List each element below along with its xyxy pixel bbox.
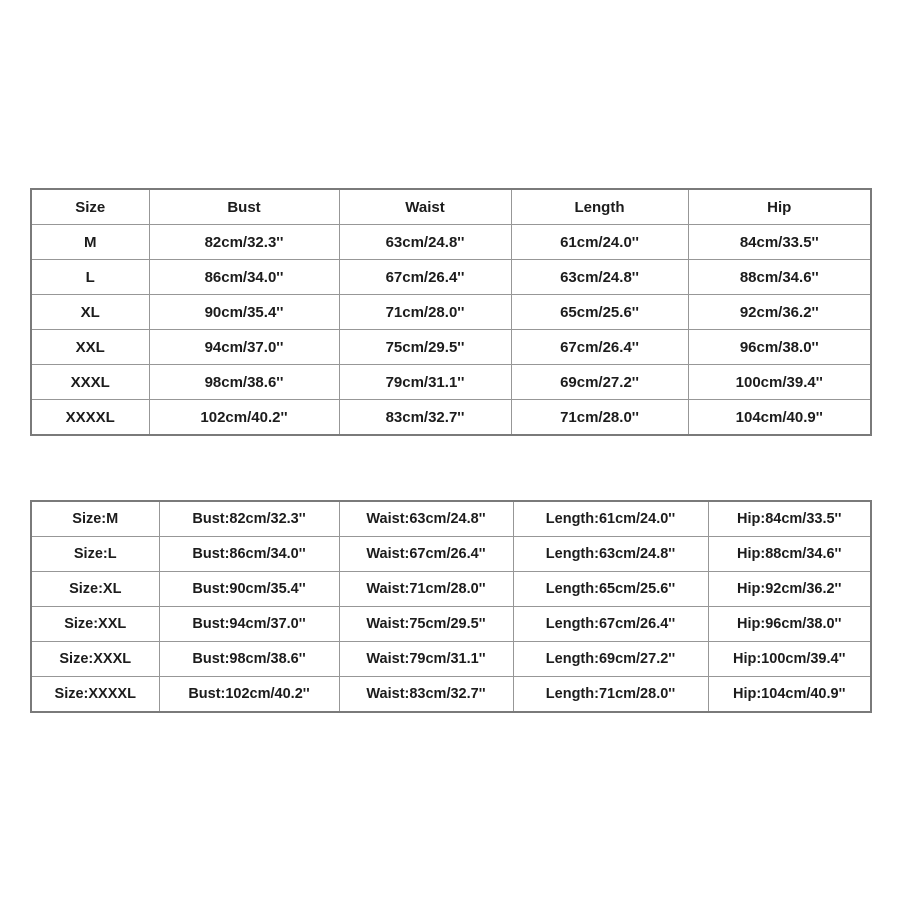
- table-cell: Size:XXL: [31, 607, 159, 642]
- table-row: [31, 295, 871, 330]
- table-row: [31, 260, 871, 295]
- table-cell: 63cm/24.8'': [511, 260, 688, 295]
- table-cell: Waist:63cm/24.8'': [339, 501, 513, 537]
- table-cell: Bust:90cm/35.4'': [159, 572, 339, 607]
- table-row: [31, 225, 871, 260]
- table-cell: Bust:82cm/32.3'': [159, 501, 339, 537]
- size-chart-table-with-headers: [30, 188, 872, 436]
- column-header: Bust: [149, 189, 339, 225]
- table-cell: Size:L: [31, 537, 159, 572]
- table-cell: Hip:96cm/38.0'': [708, 607, 871, 642]
- table-cell: Length:67cm/26.4'': [513, 607, 708, 642]
- table-cell: Bust:102cm/40.2'': [159, 677, 339, 713]
- table-row: [31, 607, 871, 642]
- table-cell: 83cm/32.7'': [339, 400, 511, 436]
- table-cell: 90cm/35.4'': [149, 295, 339, 330]
- table-cell: 100cm/39.4'': [688, 365, 871, 400]
- table-cell: 98cm/38.6'': [149, 365, 339, 400]
- column-header: Size: [31, 189, 149, 225]
- table-cell: 84cm/33.5'': [688, 225, 871, 260]
- table-cell: Bust:94cm/37.0'': [159, 607, 339, 642]
- table-row: [31, 400, 871, 436]
- table-cell: 94cm/37.0'': [149, 330, 339, 365]
- table-cell: Hip:84cm/33.5'': [708, 501, 871, 537]
- table-row: [31, 501, 871, 537]
- table-cell: 104cm/40.9'': [688, 400, 871, 436]
- size-chart-table-inline-labels: [30, 500, 872, 713]
- table-cell: M: [31, 225, 149, 260]
- table-cell: Hip:88cm/34.6'': [708, 537, 871, 572]
- table-cell: Waist:71cm/28.0'': [339, 572, 513, 607]
- table-cell: 67cm/26.4'': [511, 330, 688, 365]
- table-cell: Length:63cm/24.8'': [513, 537, 708, 572]
- column-header: Hip: [688, 189, 871, 225]
- table-row: [31, 330, 871, 365]
- table-cell: XXXXL: [31, 400, 149, 436]
- table-cell: 71cm/28.0'': [339, 295, 511, 330]
- table-cell: Size:XL: [31, 572, 159, 607]
- table-cell: Length:71cm/28.0'': [513, 677, 708, 713]
- table-cell: Hip:100cm/39.4'': [708, 642, 871, 677]
- table-cell: Size:M: [31, 501, 159, 537]
- table-cell: Size:XXXXL: [31, 677, 159, 713]
- table-cell: Length:69cm/27.2'': [513, 642, 708, 677]
- table-cell: 96cm/38.0'': [688, 330, 871, 365]
- table-cell: 75cm/29.5'': [339, 330, 511, 365]
- table-cell: XXL: [31, 330, 149, 365]
- table-cell: 92cm/36.2'': [688, 295, 871, 330]
- table-cell: Waist:83cm/32.7'': [339, 677, 513, 713]
- table-cell: Waist:75cm/29.5'': [339, 607, 513, 642]
- table-cell: 88cm/34.6'': [688, 260, 871, 295]
- table-cell: Hip:92cm/36.2'': [708, 572, 871, 607]
- table-cell: Size:XXXL: [31, 642, 159, 677]
- table-row: [31, 642, 871, 677]
- table-cell: 102cm/40.2'': [149, 400, 339, 436]
- table-cell: 71cm/28.0'': [511, 400, 688, 436]
- table-cell: Waist:79cm/31.1'': [339, 642, 513, 677]
- header-row: [31, 189, 871, 225]
- table-cell: 69cm/27.2'': [511, 365, 688, 400]
- table-cell: 79cm/31.1'': [339, 365, 511, 400]
- table-cell: Length:61cm/24.0'': [513, 501, 708, 537]
- column-header: Waist: [339, 189, 511, 225]
- table-cell: 61cm/24.0'': [511, 225, 688, 260]
- table-cell: Waist:67cm/26.4'': [339, 537, 513, 572]
- table-row: [31, 572, 871, 607]
- table-cell: 67cm/26.4'': [339, 260, 511, 295]
- table-cell: 63cm/24.8'': [339, 225, 511, 260]
- table-cell: XL: [31, 295, 149, 330]
- table-cell: 82cm/32.3'': [149, 225, 339, 260]
- table-cell: XXXL: [31, 365, 149, 400]
- table-cell: 86cm/34.0'': [149, 260, 339, 295]
- table-row: [31, 365, 871, 400]
- table-row: [31, 677, 871, 713]
- table-cell: Bust:86cm/34.0'': [159, 537, 339, 572]
- table-row: [31, 537, 871, 572]
- table-cell: 65cm/25.6'': [511, 295, 688, 330]
- table-cell: Length:65cm/25.6'': [513, 572, 708, 607]
- column-header: Length: [511, 189, 688, 225]
- table-cell: Bust:98cm/38.6'': [159, 642, 339, 677]
- table-cell: L: [31, 260, 149, 295]
- table-cell: Hip:104cm/40.9'': [708, 677, 871, 713]
